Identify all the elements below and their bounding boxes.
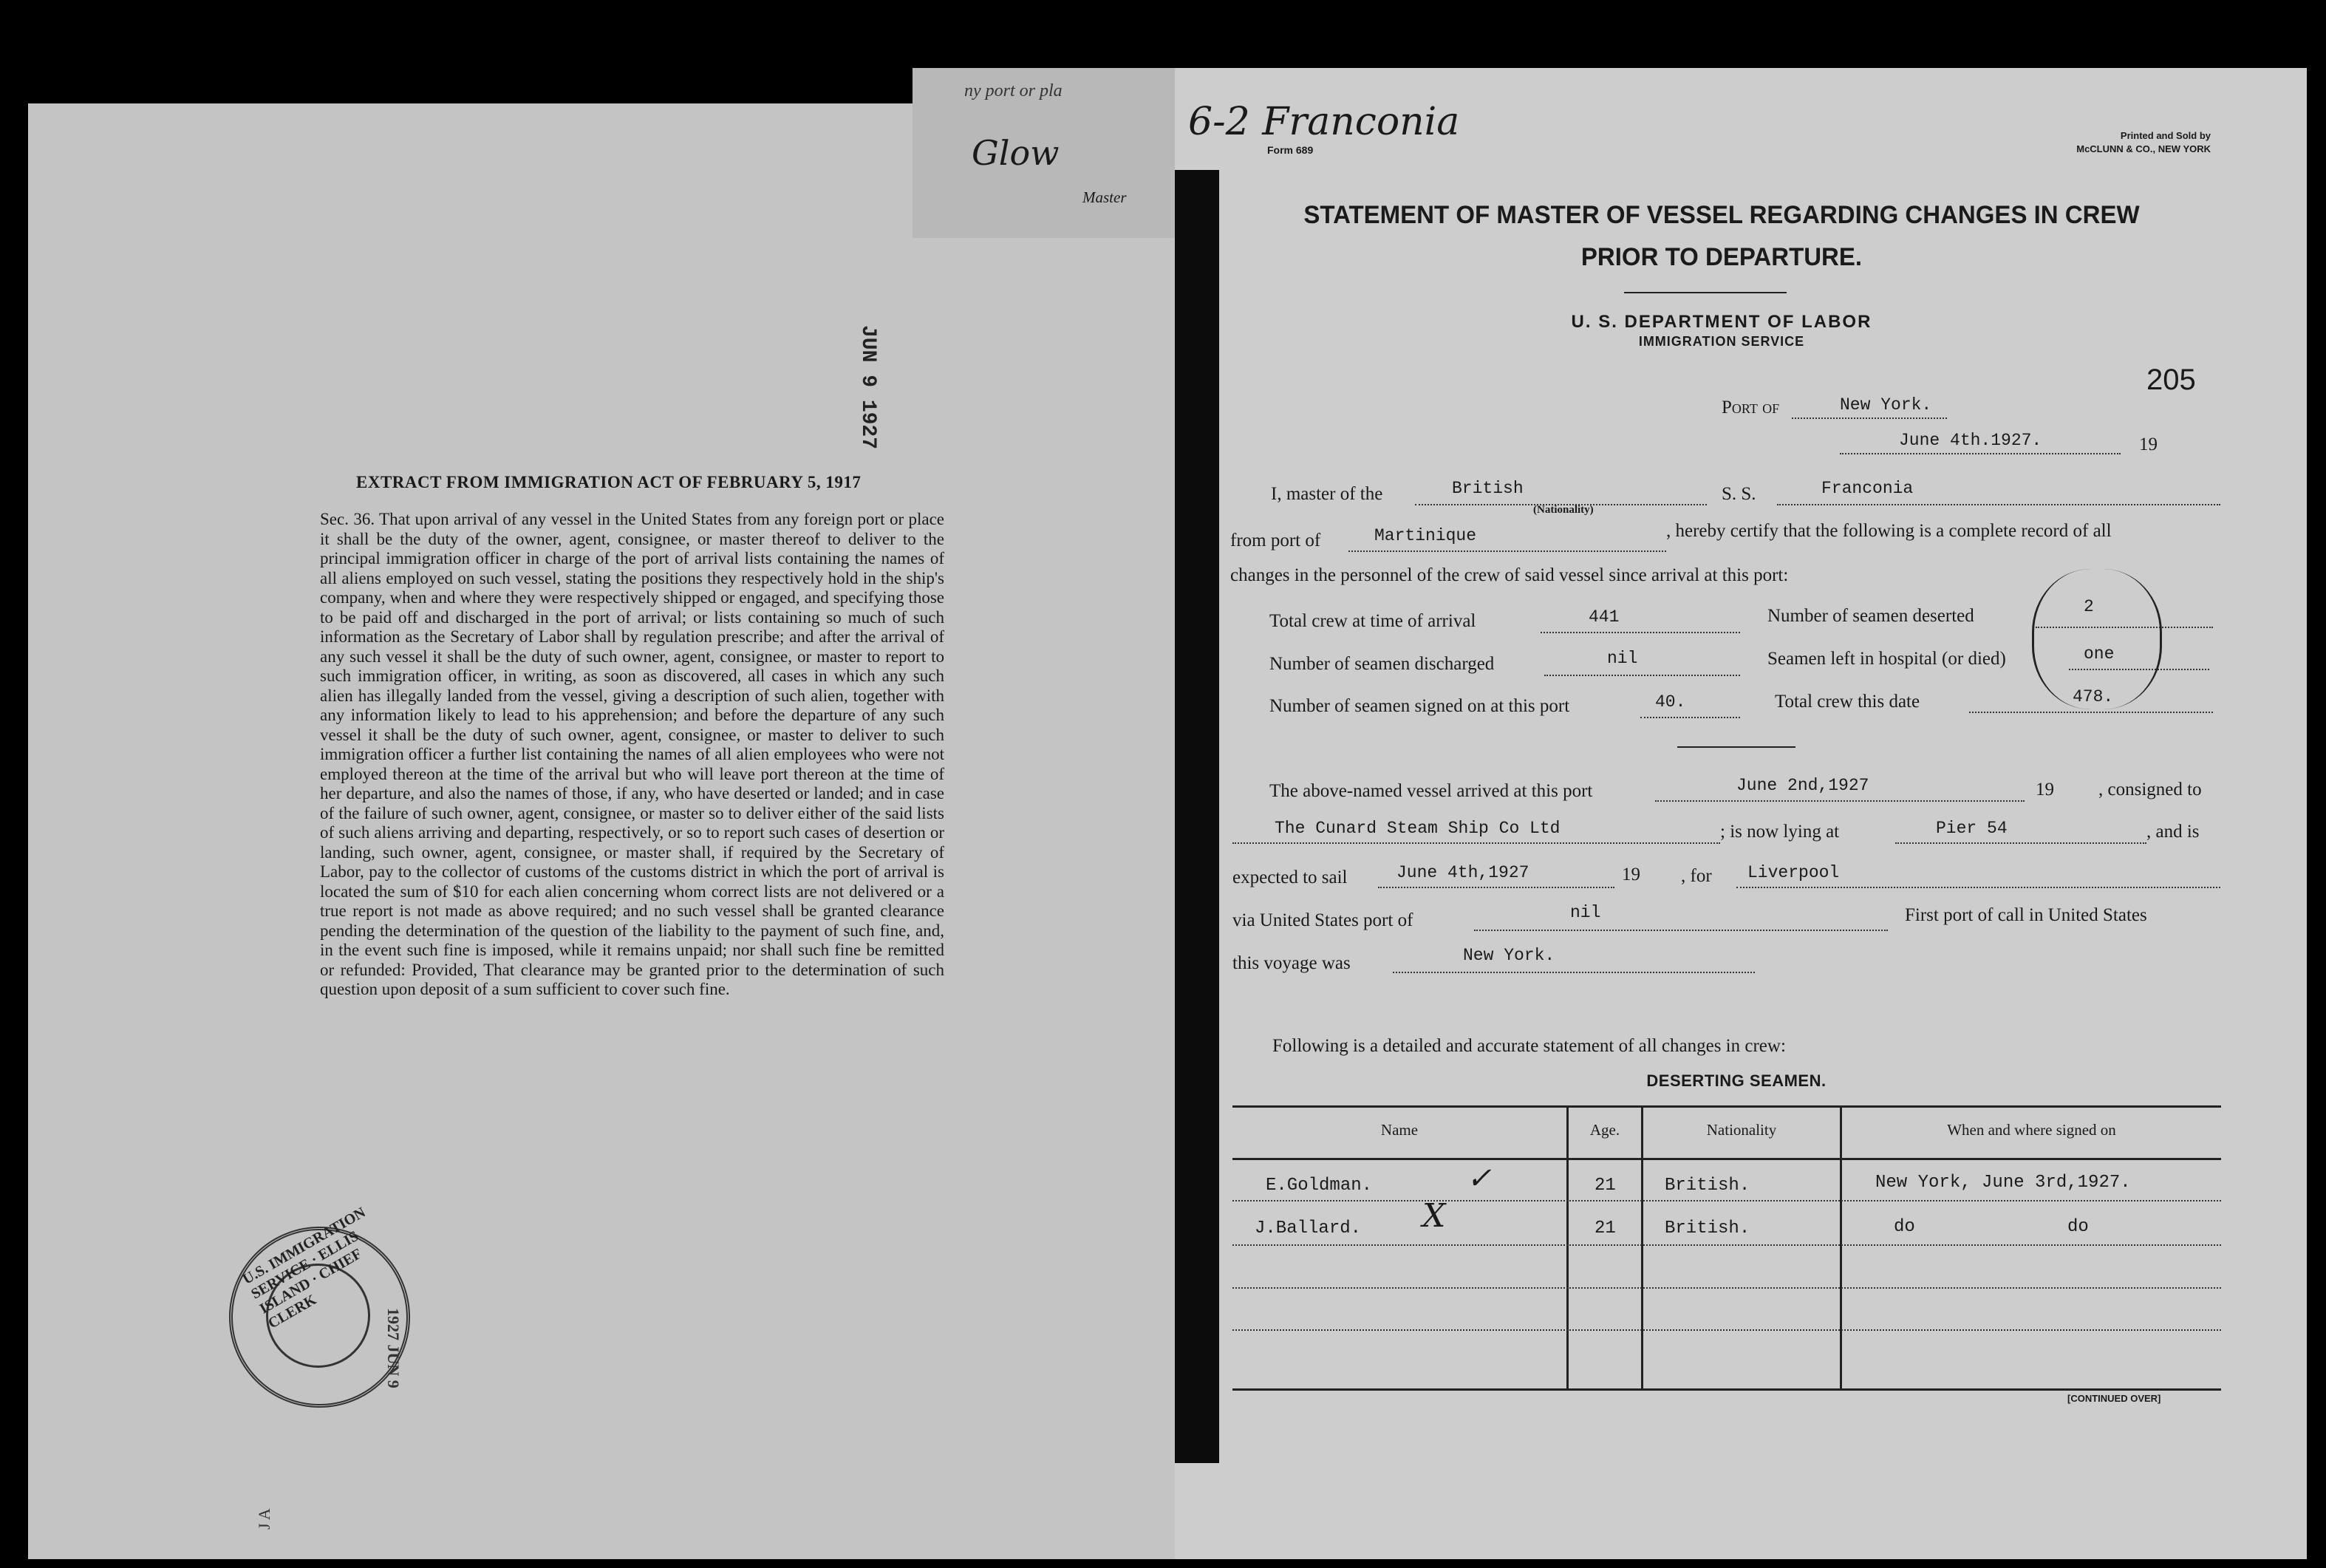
- row1-nationality: British.: [1665, 1176, 1750, 1196]
- column-divider: [1641, 1108, 1643, 1388]
- signed-on-label: Number of seamen signed on at this port: [1269, 696, 1570, 716]
- ship-value: Franconia: [1821, 479, 1914, 498]
- changes-text: changes in the personnel of the crew of said vessel since arrival at this port:: [1230, 565, 1789, 585]
- total-crew-arrival-line: [1541, 632, 1740, 633]
- date-dotted-line: [1840, 453, 2121, 454]
- handwritten-ship-note: 6-2 Franconia: [1188, 100, 1460, 144]
- binding-gap: [1175, 170, 1219, 1463]
- pier-line: [1895, 842, 2146, 844]
- certify-text: , hereby certify that the following is a complete record of all: [1666, 521, 2112, 541]
- seal-text: U.S. IMMIGRATION SERVICE · ELLIS ISLAND · CHIEF CLERK: [239, 1204, 369, 1332]
- nationality-caption: (Nationality): [1533, 504, 1594, 516]
- deserted-value: 2: [2084, 597, 2094, 616]
- total-crew-arrival-value: 441: [1589, 607, 1620, 627]
- received-date-stamp: JUN 9 1927: [856, 325, 879, 450]
- row1-name: E.Goldman.: [1266, 1176, 1373, 1196]
- seal-date: 1927 JUN 9: [384, 1308, 403, 1388]
- department-name: U. S. DEPARTMENT OF LABOR: [1571, 312, 1872, 332]
- deserting-seamen-table: [1232, 1105, 2221, 1391]
- total-crew-arrival-label: Total crew at time of arrival: [1269, 611, 1476, 631]
- table-row-line: [1232, 1244, 2221, 1246]
- from-port-value: Martinique: [1374, 526, 1477, 545]
- service-name: IMMIGRATION SERVICE: [1638, 334, 1805, 349]
- row2-name: J.Ballard.: [1255, 1218, 1362, 1238]
- port-label: Port of: [1722, 398, 1780, 417]
- ss-label: S. S.: [1722, 484, 1756, 504]
- sail-date-value: June 4th,1927: [1396, 863, 1529, 882]
- printer-line-2: McCLUNN & CO., NEW YORK: [2076, 143, 2211, 154]
- and-is-label: , and is: [2146, 822, 2200, 842]
- discharged-label: Number of seamen discharged: [1269, 654, 1495, 674]
- signed-on-value: 40.: [1655, 692, 1686, 712]
- table-row-line: [1232, 1329, 2221, 1331]
- row2-signed-on: do: [1894, 1217, 1915, 1237]
- row1-signed-on: New York, June 3rd,1927.: [1875, 1173, 2131, 1193]
- check-mark: ✓: [1467, 1162, 1492, 1196]
- port-dotted-line: [1792, 417, 1947, 419]
- margin-letters: J A: [255, 1508, 273, 1530]
- header-age: Age.: [1589, 1121, 1620, 1139]
- discharged-line: [1544, 675, 1740, 676]
- total-crew-date-value: 478.: [2073, 687, 2114, 706]
- pier-value: Pier 54: [1936, 819, 2008, 838]
- signed-on-line: [1640, 717, 1740, 718]
- x-mark: X: [1422, 1197, 1446, 1235]
- header-name: Name: [1380, 1121, 1419, 1139]
- total-crew-date-label: Total crew this date: [1775, 692, 1920, 712]
- column-divider: [1566, 1108, 1569, 1388]
- hospital-label: Seamen left in hospital (or died): [1767, 649, 2006, 669]
- handwritten-brace: [2032, 569, 2162, 709]
- nationality-value: British: [1452, 479, 1524, 498]
- flap-printed-fragment: ny port or pla: [964, 81, 1063, 100]
- ship-dotted-line: [1777, 504, 2220, 505]
- from-port-label: from port of: [1230, 531, 1321, 550]
- discharged-value: nil: [1607, 649, 1638, 668]
- arrived-line: [1655, 800, 2025, 802]
- title-divider: [1624, 292, 1787, 293]
- deserted-label: Number of seamen deserted: [1767, 606, 1974, 626]
- extract-title: EXTRACT FROM IMMIGRATION ACT OF FEBRUARY 5, 1917: [356, 473, 862, 491]
- printer-line-1: Printed and Sold by: [2120, 130, 2211, 141]
- header-nationality: Nationality: [1706, 1121, 1777, 1139]
- consigned-label: , consigned to: [2098, 780, 2202, 800]
- port-value: New York.: [1840, 395, 1932, 415]
- printer-credit: [1980, 129, 2211, 156]
- header-signed-on: When and where signed on: [1947, 1121, 2116, 1139]
- via-value: nil: [1570, 903, 1601, 922]
- form-title: [1289, 194, 2154, 277]
- serial-number: 205: [2146, 364, 2196, 396]
- arrived-value: June 2nd,1927: [1736, 776, 1869, 795]
- continued-over-label: [CONTINUED OVER]: [2067, 1393, 2161, 1404]
- date-value: June 4th.1927.: [1899, 431, 2042, 450]
- column-divider: [1840, 1108, 1842, 1388]
- destination-value: Liverpool: [1747, 863, 1840, 882]
- sail-date-line: [1378, 887, 1614, 888]
- section-36-text: Sec. 36. That upon arrival of any vessel in the United States from any foreign port or place it shall be the duty of the owner, agent, consignee, or master thereof to deliver to the principal immigration officer in charge of the port of arrival lists containing the names of all aliens employed on such vessel, stating the positions they respectively hold in the ship's company, when and where they were respectively shipped or engaged, and specifying those to be paid off and discharged in the port of arrival; or lists containing so much of such information as the Secretary of Labor shall by regulation prescribe; and after the arrival of any such vessel it shall be the duty of such owner, agent, consignee, or master to report to such immigration officer, in writing, as soon as discovered, all cases in which any such alien has illegally landed from the vessel, giving a description of such alien, together with any information likely to lead to his apprehension; and before the departure of any such vessel it shall be the duty of such owner, agent, consignee, or master to deliver to such immigration officer a further list containing the names of all alien employees who were not employed thereon at the time of the arrival but who will leave port thereon at the time of her departure, and also the names of those, if any, who have deserted or landed; and in case of the failure of such owner, agent, consignee, or master so to deliver either of the said lists of such aliens arriving and departing, respectively, or so to report such cases of desertion or landing, such owner, agent, consignee, or master shall, if required by the Secretary of Labor, pay to the collector of customs of the customs district in which the port of arrival is located the sum of $10 for each alien concerning whom correct lists are not delivered or a true report is not made as above required; and no such vessel shall be granted clearance pending the determination of the question of the liability to the payment of such fine, and, in the event such fine is imposed, while it remains unpaid; nor shall such fine be remitted or refunded: Provided, That clearance may be granted prior to the determination of such question upon deposit of a sum sufficient to cover such fine.: [320, 510, 944, 998]
- from-port-dotted-line: [1348, 550, 1666, 552]
- for-label: , for: [1681, 866, 1712, 886]
- hospital-value: one: [2084, 644, 2115, 664]
- arrived-year-prefix: 19: [2036, 780, 2054, 800]
- year-prefix: 19: [2139, 434, 2158, 454]
- destination-line: [1736, 887, 2220, 888]
- row2-age: 21: [1595, 1218, 1616, 1238]
- form-title-line-1: STATEMENT OF MASTER OF VESSEL REGARDING CHANGES IN CREW: [1303, 200, 2140, 229]
- consignee-line: [1232, 842, 1720, 844]
- voyage-label: this voyage was: [1232, 953, 1351, 973]
- arrived-label: The above-named vessel arrived at this port: [1269, 781, 1593, 801]
- voyage-line: [1393, 972, 1755, 973]
- expected-label: expected to sail: [1232, 867, 1348, 887]
- header-underline: [1232, 1158, 2221, 1160]
- row2-signed-on-2: do: [2067, 1217, 2089, 1237]
- table-row-line: [1232, 1287, 2221, 1289]
- consignee-value: The Cunard Steam Ship Co Ltd: [1275, 819, 1561, 838]
- via-line: [1474, 930, 1888, 931]
- form-number: Form 689: [1267, 144, 1314, 156]
- first-port-label: First port of call in United States: [1905, 905, 2147, 925]
- row2-nationality: British.: [1665, 1218, 1750, 1238]
- following-text: Following is a detailed and accurate statement of all changes in crew:: [1272, 1036, 1786, 1056]
- row1-age: 21: [1595, 1176, 1616, 1196]
- flap-master-label: Master: [1082, 188, 1127, 206]
- table-row-line: [1232, 1200, 2221, 1201]
- section-divider: [1677, 746, 1795, 748]
- lying-label: ; is now lying at: [1720, 822, 1840, 842]
- total-crew-date-line: [1969, 712, 2213, 713]
- form-title-line-2: PRIOR TO DEPARTURE.: [1580, 242, 1863, 271]
- flap-handwriting: Glow: [972, 133, 1060, 173]
- voyage-value: New York.: [1463, 946, 1555, 965]
- via-label: via United States port of: [1232, 910, 1413, 930]
- sail-year-prefix: 19: [1622, 865, 1640, 884]
- deserting-seamen-title: DESERTING SEAMEN.: [1646, 1071, 1827, 1090]
- master-of-label: I, master of the: [1271, 484, 1383, 504]
